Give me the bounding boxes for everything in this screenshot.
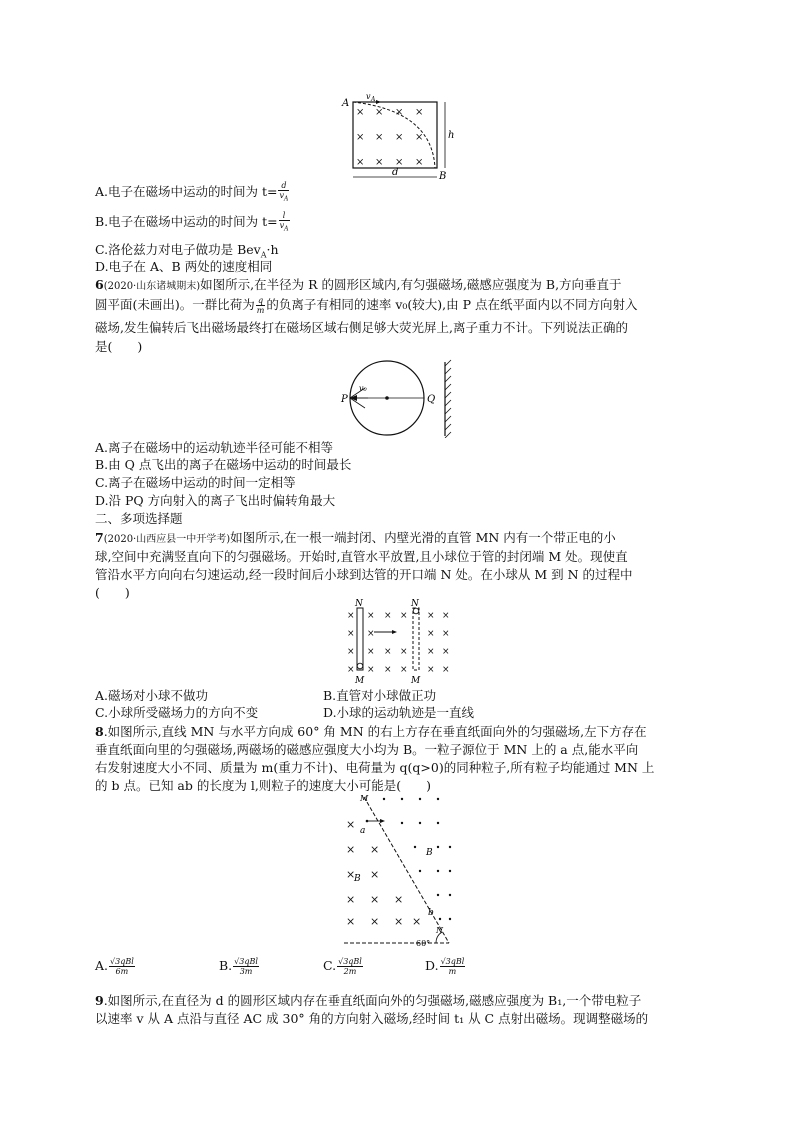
svg-text:×: × [395,157,404,168]
label-P: P [341,394,348,405]
figure-tube-in-field [340,598,460,686]
label-N-right: N [411,599,419,609]
figure-two-field-regions [340,793,470,953]
svg-text:×: × [346,868,356,881]
label-vA: v [366,93,371,101]
label-b: b [428,908,434,918]
q8-option-d: D. $\frac{\text{√3qBl}}{m}$ [425,957,465,976]
q5-option-a: A.电子在磁场中运动的时间为 t= $\frac{d}{v_A}$ [95,181,289,203]
q9-stem-line2: 以速率 v 从 A 点沿与直径 AC 成 30° 角的方向射入磁场,经时间 t₁ 从 C 点射出磁场。现调整磁场的 [95,1011,649,1026]
svg-text:×: × [442,611,450,621]
svg-text:×: × [442,647,450,657]
svg-text:×: × [442,665,450,675]
svg-text:×: × [427,611,435,621]
label-N: N [436,926,443,935]
svg-text:×: × [400,611,408,621]
svg-text:×: × [347,647,355,657]
q7-stem-line2: 球,空间中充满竖直向下的匀强磁场。开始时,直管水平放置,且小球位于管的封闭端 M 处。现使直 [95,549,628,564]
q6-stem-line1: 6(2020·山东诸城期末)如图所示,在半径为 R 的圆形区域内,有匀强磁场,磁感应强度为 B,方向垂直于 [95,277,622,292]
svg-text:×: × [356,157,365,168]
q5-option-c: C.洛伦兹力对电子做功是 Bev$_A$·h [95,242,279,260]
label-M: M [360,794,369,803]
q7-stem-line4: ( ) [95,585,130,600]
svg-text:×: × [347,611,355,621]
svg-text:×: × [370,893,380,906]
svg-text:×: × [394,893,404,906]
svg-text:×: × [370,843,380,856]
label-M-right: M [411,676,421,686]
label-B: B [439,171,447,182]
svg-text:×: × [415,132,424,143]
q6-option-d: D.沿 PQ 方向射入的离子飞出时偏转角最大 [95,493,336,508]
svg-text:×: × [427,665,435,675]
svg-text:×: × [347,629,355,639]
svg-text:×: × [384,647,392,657]
svg-text:×: × [367,611,375,621]
q8-option-a: A. $\frac{\text{√3qBl}}{6m}$ [95,957,134,976]
svg-text:×: × [346,915,356,928]
svg-text:×: × [346,893,356,906]
q7-option-a: A.磁场对小球不做功 [95,688,209,703]
q5-option-b: B.电子在磁场中运动的时间为 t= $\frac{l}{v_A}$ [95,211,289,233]
label-B-inner: B [354,874,361,884]
svg-text:×: × [415,157,424,168]
q8-stem-line2: 垂直纸面向里的匀强磁场,两磁场的磁感应强度大小均为 B。一粒子源位于 MN 上的 a 点,能水平向 [95,742,639,757]
label-M-left: M [355,676,365,686]
svg-text:×: × [400,647,408,657]
svg-text:×: × [375,157,384,168]
label-v0: v₀ [359,384,367,393]
q9-stem-line1: 9.如图所示,在直径为 d 的圆形区域内存在垂直纸面向外的匀强磁场,磁感应强度为 B₁,一个带电粒子 [95,993,642,1008]
q7-stem-line1: 7(2020·山西应县一中开学考)如图所示,在一根一端封闭、内壁光滑的直管 MN 内有一个带正电的小 [95,530,616,545]
svg-text:×: × [415,107,424,118]
section-heading: 二、多项选择题 [95,511,183,526]
label-angle: 60° [416,939,431,948]
svg-text:×: × [370,915,380,928]
svg-text:×: × [375,107,384,118]
q6-option-a: A.离子在磁场中的运动轨迹半径可能不相等 [95,440,334,455]
svg-text:×: × [412,915,422,928]
q5-option-d: D.电子在 A、B 两处的速度相同 [95,259,273,274]
svg-text:×: × [395,107,404,118]
label-N-left: N [355,599,363,609]
svg-text:×: × [367,665,375,675]
q7-option-d: D.小球的运动轨迹是一直线 [323,705,475,720]
q6-option-c: C.离子在磁场中运动的时间一定相等 [95,475,296,490]
svg-text:×: × [356,107,365,118]
q8-stem-line4: 的 b 点。已知 ab 的长度为 l,则粒子的速度大小可能是( ) [95,778,432,793]
q8-stem-line3: 右发射速度大小不同、质量为 m(重力不计)、电荷量为 q(q>0)的同种粒子,所有粒子均能通过 MN 上 [95,760,655,775]
svg-text:×: × [346,843,356,856]
label-a: a [360,826,366,836]
svg-text:×: × [356,132,365,143]
label-B-outer: B [426,848,433,858]
q6-stem-line4: 是( ) [95,339,143,354]
svg-text:×: × [384,611,392,621]
svg-text:×: × [370,868,380,881]
svg-text:×: × [427,647,435,657]
svg-text:×: × [394,915,404,928]
q8-stem-line1: 8.如图所示,直线 MN 与水平方向成 60° 角 MN 的右上方存在垂直纸面向外的匀强磁场,左下方存在 [95,724,647,739]
svg-text:×: × [347,665,355,675]
q6-option-b: B.由 Q 点飞出的离子在磁场中运动的时间最长 [95,457,352,472]
svg-text:×: × [346,818,356,831]
q6-stem-line3: 磁场,发生偏转后飞出磁场最终打在磁场区域右侧足够大荧光屏上,离子重力不计。下列说法正确的 [95,320,628,335]
label-h: h [448,130,455,141]
svg-text:×: × [442,629,450,639]
figure-rectangular-field [340,93,460,183]
svg-text:×: × [367,629,375,639]
svg-text:×: × [427,629,435,639]
svg-text:×: × [395,132,404,143]
q7-option-c: C.小球所受磁场力的方向不变 [95,705,259,720]
q8-option-c: C. $\frac{\text{√3qBl}}{2m}$ [323,957,362,976]
q7-option-b: B.直管对小球做正功 [323,688,437,703]
q8-option-b: B. $\frac{\text{√3qBl}}{3m}$ [219,957,258,976]
label-d: d [392,167,399,178]
q6-stem-line2: 圆平面(未画出)。一群比荷为 $\frac{q}{m}$ 的负离子有相同的速率 v₀(较大),由 P 点在纸平面内以不同方向射入 [95,296,638,315]
label-vA-sub: A [371,96,376,103]
figure-circular-field [335,358,465,438]
svg-text:×: × [384,665,392,675]
label-Q: Q [427,394,436,405]
svg-text:×: × [400,665,408,675]
label-A: A [342,98,350,109]
svg-text:×: × [375,132,384,143]
q7-stem-line3: 管沿水平方向向右匀速运动,经一段时间后小球到达管的开口端 N 处。在小球从 M 到 N 的过程中 [95,567,633,582]
svg-text:×: × [367,647,375,657]
